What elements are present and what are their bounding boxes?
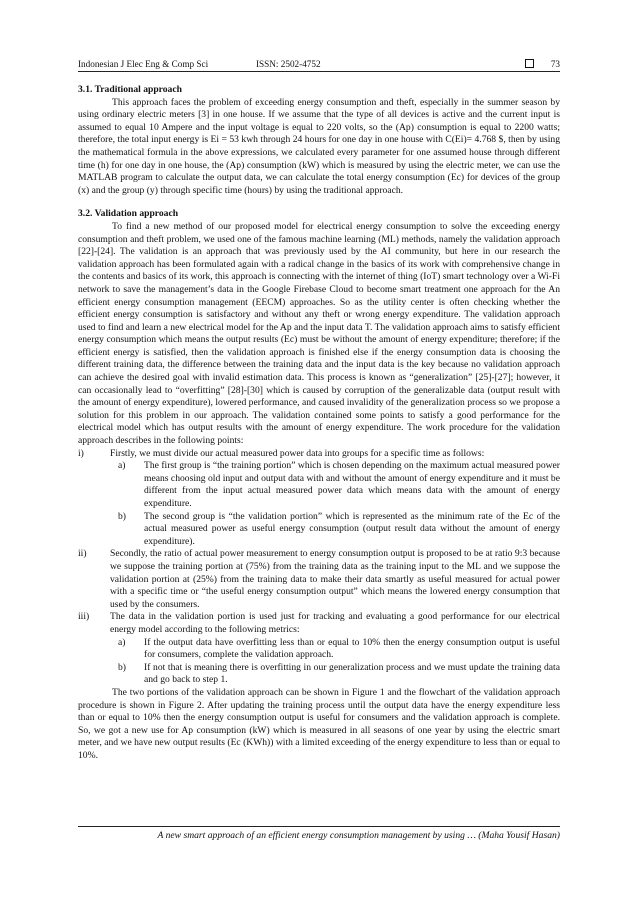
sub-list-item [78, 637, 560, 662]
sub-list-item [78, 662, 560, 687]
page-content [78, 84, 560, 762]
list-item-number: i) [78, 447, 84, 459]
list-item [78, 611, 560, 636]
issn: ISSN: 2502-4752 [256, 59, 321, 69]
sub-list-item [78, 511, 560, 549]
list-item-text: Secondly, the ratio of actual power measurement to energy consumption output is proposed to be at ratio 9:3 because we suppose the training portion at (75%) from the training data as the training input to the ML and we suppose the validation portion at (25%) from the training data to make their data smartly as useful measured for actual power with a specific time or “the useful energy consumption output” which means the lowered energy consumption that used by the consumers. [110, 548, 560, 610]
sub-item-text: The second group is “the validation portion” which is represented as the minimum rate of the Ec of the actual measured power as useful energy consumption (output result data without the amount of energy expenditure). [144, 510, 560, 547]
list-item [78, 548, 560, 611]
sub-item-text: If not that is meaning there is overfitting in our generalization process and we must update the training data and go back to step 1. [144, 661, 560, 686]
sub-item-label: a) [118, 460, 126, 472]
sub-item-label: b) [118, 510, 126, 522]
running-footer: A new smart approach of an efficient energy consumption management by using … (Maha Yousif Hasan) [78, 826, 560, 843]
list-item [78, 448, 560, 461]
paragraph-figures: The two portions of the validation approach can be shown in Figure 1 and the flowchart of the validation approach procedure is shown in Figure 2. After updating the training process until the output data have the energy expenditure less than or equal to 10% then the energy consumption output is useful for consumers and the validation approach is complete. So, we got a new use for Ap consumption (kW) which is measured in all seasons of one year by using the electric smart meter, and we have new output results (Ec (KWh)) with a limited exceeding of the energy expenditure to less than or equal to 10%. [78, 686, 560, 761]
sub-item-label: a) [118, 636, 126, 648]
journal-name: Indonesian J Elec Eng & Comp Sci [78, 59, 209, 69]
running-header [78, 58, 560, 72]
section-heading-3-2: 3.2. Validation approach [78, 208, 179, 220]
list-item-number: ii) [78, 548, 87, 560]
list-item-text: Firstly, we must divide our actual measured power data into groups for a specific time as follows: [110, 447, 485, 459]
sub-item-text: If the output data have overfitting less than or equal to 10% then the energy consumption output is useful for consumers, complete the validation approach. [144, 636, 560, 661]
paragraph-validation: To find a new method of our proposed model for electrical energy consumption to solve the exceeding energy consumption and theft problem, we used one of the famous machine learning (ML) methods, namely the validation approach [22]-[24]. The validation is an approach that was previously used by the AI community, but here in our research the validation approach has been formulated again with a radical change in the basics of its work with comprehensive change in the contents and basics of its work, this approach is connecting with the internet of thing (IoT) smart technology over a Wi-Fi network to save the management’s data in the Google Firebase Cloud to become smart treatment one approach for the An efficient energy consumption management (EECM) approaches. So as the utility center is often checking whether the efficient energy consumption is satisfactory and without any theft or wrong energy expenditure. The validation approach used to find and learn a new electrical model for the Ap and the input data T. The validation approach aims to satisfy efficient energy consumption which means the output results (Ec) must be without the amount of energy expenditure; therefore; if the efficient energy is satisfied, then the validation approach is finished else if the energy consumption data is choosing the different training data, the difference between the training data and the input data is the key because no validation approach can achieve the desired goal with invalid estimation data. This process is known as “generalization” [25]-[27]; however, it can occasionally lead to “overfitting” [28]-[30] which is caused by corruption of the generalizable data (output result with the amount of energy expenditure), lowered performance, and caused invalidity of the generalization process so we propose a solution for this problem in our approach. The validation contained some points to satisfy a good performance for the electrical model which has output results with the amount of energy expenditure. The work procedure for the validation approach describes in the following points: [78, 220, 560, 447]
paragraph-traditional: This approach faces the problem of exceeding energy consumption and theft, especially in the summer season by using ordinary electric meters [3] in one house. If we assume that the type of all devices is active and the current input is assumed to equal 10 Ampere and the input voltage is equal to 220 volts, so the (Ap) consumption is equal to 2200 watts; therefore, the total input energy is Ei = 53 kwh through 24 hours for one day in one house with C(Ei)= 4.768 $, then by using the mathematical formula in the above expressions, we calculated every parameter for one assumed house through different time (h) for one day in one house, the (Ap) consumption (kW) which is measured by using the electric meter, we can use the MATLAB program to calculate the output data, we can calculate the total energy consumption (Ec) for devices of the group (x) and the group (y) through specific time (hours) by using the traditional approach. [78, 96, 560, 196]
list-item-number: iii) [78, 611, 90, 623]
sub-item-text: The first group is “the training portion” which is chosen depending on the maximum actual measured power means choosing old input and output data with and without the amount of energy expenditure and it must be different from the input actual measured power data which means data with the amount of energy expenditure. [144, 460, 560, 509]
list-item-text: The data in the validation portion is used just for tracking and evaluating a good performance for our electrical energy model according to the following metrics: [110, 611, 560, 635]
page-number: 73 [550, 59, 560, 69]
checkbox-square-icon [525, 59, 534, 68]
sub-item-label: b) [118, 661, 126, 673]
sub-list-item [78, 460, 560, 510]
section-heading-3-1: 3.1. Traditional approach [78, 84, 182, 95]
